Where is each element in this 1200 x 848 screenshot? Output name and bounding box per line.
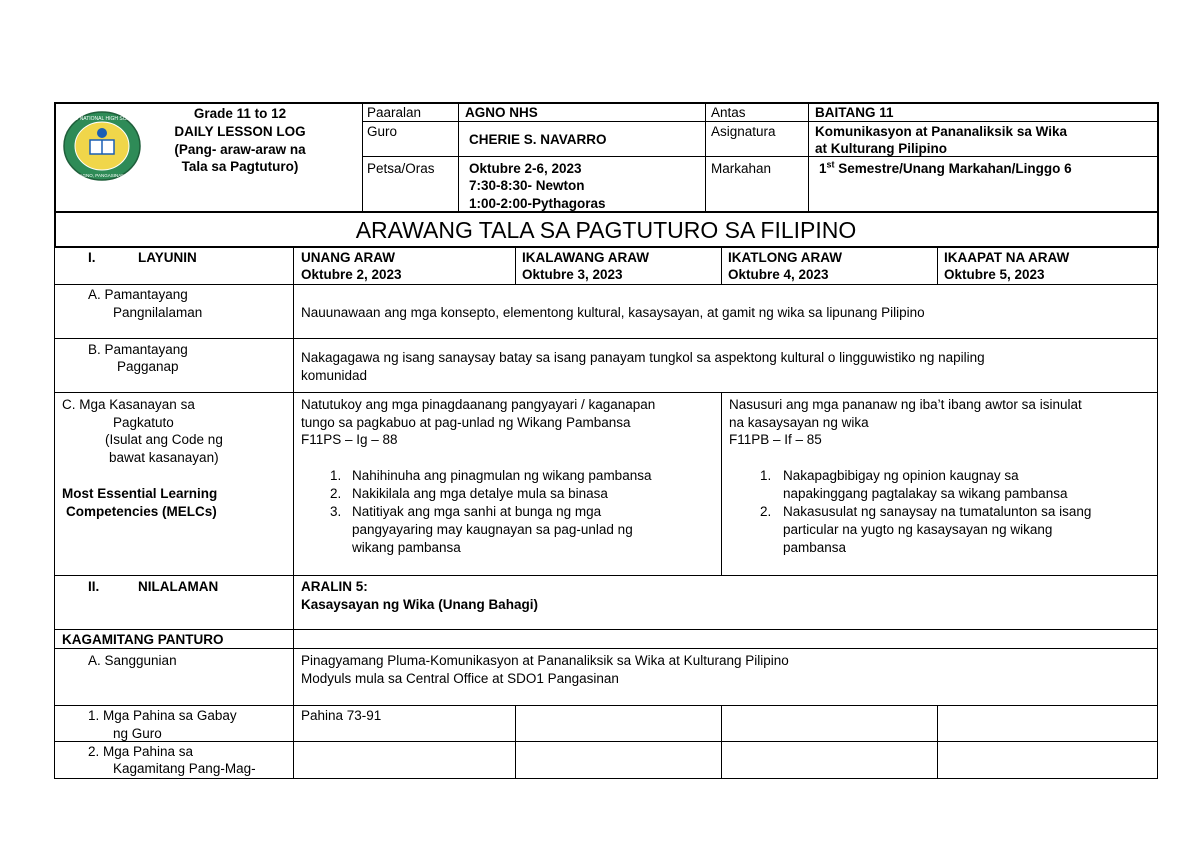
asignatura-value-line-1: Komunikasyon at Pananaliksik sa Wika <box>815 124 1067 139</box>
sanggunian-label: A. Sanggunian <box>88 653 177 668</box>
pamantayang-pangnilalaman-label-1: A. Pamantayang <box>88 287 188 302</box>
nilalaman-number: II. <box>88 579 100 594</box>
markahan-label: Markahan <box>711 161 772 176</box>
log-subtitle-line-2: Tala sa Pagtuturo) <box>181 159 299 174</box>
antas-value: BAITANG 11 <box>815 105 894 120</box>
competency-left-item-3-line-2: pangyayaring may kaugnayan sa pag-unlad ng <box>352 522 633 537</box>
title-bottom-border <box>54 246 1158 248</box>
day-divider-3-pages <box>721 705 722 779</box>
day-2-date: Oktubre 3, 2023 <box>522 267 623 282</box>
row-line-sanggunian <box>54 705 1158 706</box>
day-divider-4-pages <box>937 705 938 779</box>
guro-value: CHERIE S. NAVARRO <box>469 132 607 147</box>
nilalaman-label: NILALAMAN <box>138 579 219 594</box>
kagamitang-panturo-label: KAGAMITANG PANTURO <box>62 632 224 647</box>
markahan-rest: Semestre/Unang Markahan/Linggo 6 <box>834 161 1072 176</box>
competency-left-item-3-line-1: Natitiyak ang mga sanhi at bunga ng mga <box>352 504 602 519</box>
competency-left-line-2: tungo sa pagkabuo at pag-unlad ng Wikang Pambansa <box>301 415 631 430</box>
kasanayan-label-4: bawat kasanayan) <box>109 450 219 465</box>
melc-label-1: Most Essential Learning <box>62 486 218 501</box>
competency-left-item-2-number: 2. <box>330 486 342 501</box>
pamantayang-pagganap-label-2: Pagganap <box>117 359 179 374</box>
antas-label: Antas <box>711 105 746 120</box>
day-4-name: IKAAPAT NA ARAW <box>944 250 1070 265</box>
table-bottom-border <box>54 778 1158 779</box>
competency-left-item-1-number: 1. <box>330 468 342 483</box>
pamantayang-pagganap-label-1: B. Pamantayang <box>88 342 188 357</box>
day-divider-2-head <box>515 246 516 284</box>
day-divider-3-head <box>721 246 722 284</box>
markahan-value <box>819 160 1072 178</box>
label-column-divider <box>293 246 294 779</box>
table-right-border <box>1157 246 1158 779</box>
pamantayang-pangnilalaman-value: Nauunawaan ang mga konsepto, elementong kultural, kasaysayan, at gamit ng wika sa lipunang Pilipino <box>301 305 925 320</box>
competency-right-item-2-line-3: pambansa <box>783 540 847 555</box>
row-line-gabay <box>54 741 1158 742</box>
petsa-value-line-1: Oktubre 2-6, 2023 <box>469 161 582 176</box>
gabay-guro-label-2: ng Guro <box>113 726 162 741</box>
day-4-date: Oktubre 5, 2023 <box>944 267 1045 282</box>
layunin-label: LAYUNIN <box>138 250 197 265</box>
competency-right-item-2-line-2: particular na yugto ng kasaysayan ng wikang <box>783 522 1053 537</box>
competency-left-item-3-line-3: wikang pambansa <box>352 540 461 555</box>
asignatura-value-line-2: at Kulturang Pilipino <box>815 141 947 156</box>
gabay-guro-label-1: 1. Mga Pahina sa Gabay <box>88 708 237 723</box>
competency-right-item-2-number: 2. <box>760 504 772 519</box>
paaralan-value: AGNO NHS <box>465 105 538 120</box>
seal-bottom-text: AGNO, PANGASINAN <box>79 173 125 178</box>
seal-torch <box>97 128 107 138</box>
day-3-name: IKATLONG ARAW <box>728 250 842 265</box>
log-title: DAILY LESSON LOG <box>174 124 306 139</box>
header-col-divider-4 <box>808 102 809 212</box>
document-title: ARAWANG TALA SA PAGTUTURO SA FILIPINO <box>355 217 857 243</box>
log-subtitle-line-1: (Pang- araw-araw na <box>174 142 306 157</box>
sanggunian-value-line-1: Pinagyamang Pluma-Komunikasyon at Pananaliksik sa Wika at Kulturang Pilipino <box>301 653 789 668</box>
layunin-number: I. <box>88 250 96 265</box>
pamantayang-pagganap-value-1: Nakagagawa ng isang sanaysay batay sa isang panayam tungkol sa aspektong kultural o lingguwistiko ng napiling <box>301 350 985 365</box>
row-line-days <box>54 284 1158 285</box>
header-col-divider-1 <box>362 102 363 212</box>
competency-right-code: F11PB – If – 85 <box>729 432 822 447</box>
aralin-title: Kasaysayan ng Wika (Unang Bahagi) <box>301 597 538 612</box>
competency-right-item-1-line-1: Nakapagbibigay ng opinion kaugnay sa <box>783 468 1019 483</box>
kagamitang-pang-mag-aaral-label-2: Kagamitang Pang-Mag- <box>113 761 256 776</box>
competency-right-item-1-line-2: napakinggang pagtalakay sa wikang pambansa <box>783 486 1068 501</box>
petsa-value-line-2: 7:30-8:30- Newton <box>469 178 585 193</box>
markahan-number: 1 <box>819 161 827 176</box>
sanggunian-value-line-2: Modyuls mula sa Central Office at SDO1 Pangasinan <box>301 671 619 686</box>
header-col-divider-2 <box>458 102 459 212</box>
kasanayan-label-3: (Isulat ang Code ng <box>105 432 223 447</box>
day-divider-2-pages <box>515 705 516 779</box>
paaralan-label: Paaralan <box>367 105 422 120</box>
competencies-divider <box>721 392 722 575</box>
row-line-b <box>54 392 1158 393</box>
day-divider-4-head <box>937 246 938 284</box>
row-line-a <box>54 338 1158 339</box>
header-bottom-border <box>54 211 1158 213</box>
pamantayang-pangnilalaman-label-2: Pangnilalaman <box>113 305 203 320</box>
competency-right-item-2-line-1: Nakasusulat ng sanaysay na tumatalunton sa isang <box>783 504 1092 519</box>
kagamitang-pang-mag-aaral-label-1: 2. Mga Pahina sa <box>88 744 194 759</box>
asignatura-label: Asignatura <box>711 124 776 139</box>
kasanayan-label-2: Pagkatuto <box>113 415 174 430</box>
header-col-divider-3 <box>705 102 706 212</box>
competency-left-item-3-number: 3. <box>330 504 342 519</box>
competency-right-line-1: Nasusuri ang mga pananaw ng iba’t ibang awtor sa isinulat <box>729 397 1082 412</box>
header-row-divider-2 <box>362 156 1158 157</box>
guro-label: Guro <box>367 124 398 139</box>
day-1-name: UNANG ARAW <box>301 250 395 265</box>
competency-left-item-2: Nakikilala ang mga detalye mula sa binasa <box>352 486 608 501</box>
competency-left-line-1: Natutukoy ang mga pinagdaanang pangyayari / kaganapan <box>301 397 656 412</box>
competency-left-code: F11PS – Ig – 88 <box>301 432 398 447</box>
competency-left-item-1: Nahihinuha ang pinagmulan ng wikang pambansa <box>352 468 652 483</box>
markahan-ordinal-suffix: st <box>826 159 835 170</box>
seal-ring-text: AGNO NATIONAL HIGH SCHOOL <box>63 116 141 122</box>
pamantayang-pagganap-value-2: komunidad <box>301 368 368 383</box>
aralin-number: ARALIN 5: <box>301 579 368 594</box>
competency-right-line-2: na kasaysayan ng wika <box>729 415 869 430</box>
competency-right-item-1-number: 1. <box>760 468 772 483</box>
grade-range: Grade 11 to 12 <box>193 106 287 121</box>
row-line-nilalaman <box>54 629 1158 630</box>
day-3-date: Oktubre 4, 2023 <box>728 267 829 282</box>
day-2-name: IKALAWANG ARAW <box>522 250 649 265</box>
gabay-guro-pages: Pahina 73-91 <box>301 708 382 723</box>
day-1-date: Oktubre 2, 2023 <box>301 267 402 282</box>
petsa-label: Petsa/Oras <box>367 161 435 176</box>
petsa-value-line-3: 1:00-2:00-Pythagoras <box>469 196 606 211</box>
table-left-border <box>54 246 55 779</box>
header-top-border <box>54 102 1158 104</box>
kasanayan-label-1: C. Mga Kasanayan sa <box>62 397 195 412</box>
melc-label-2: Competencies (MELCs) <box>66 504 217 519</box>
row-line-c <box>54 575 1158 576</box>
